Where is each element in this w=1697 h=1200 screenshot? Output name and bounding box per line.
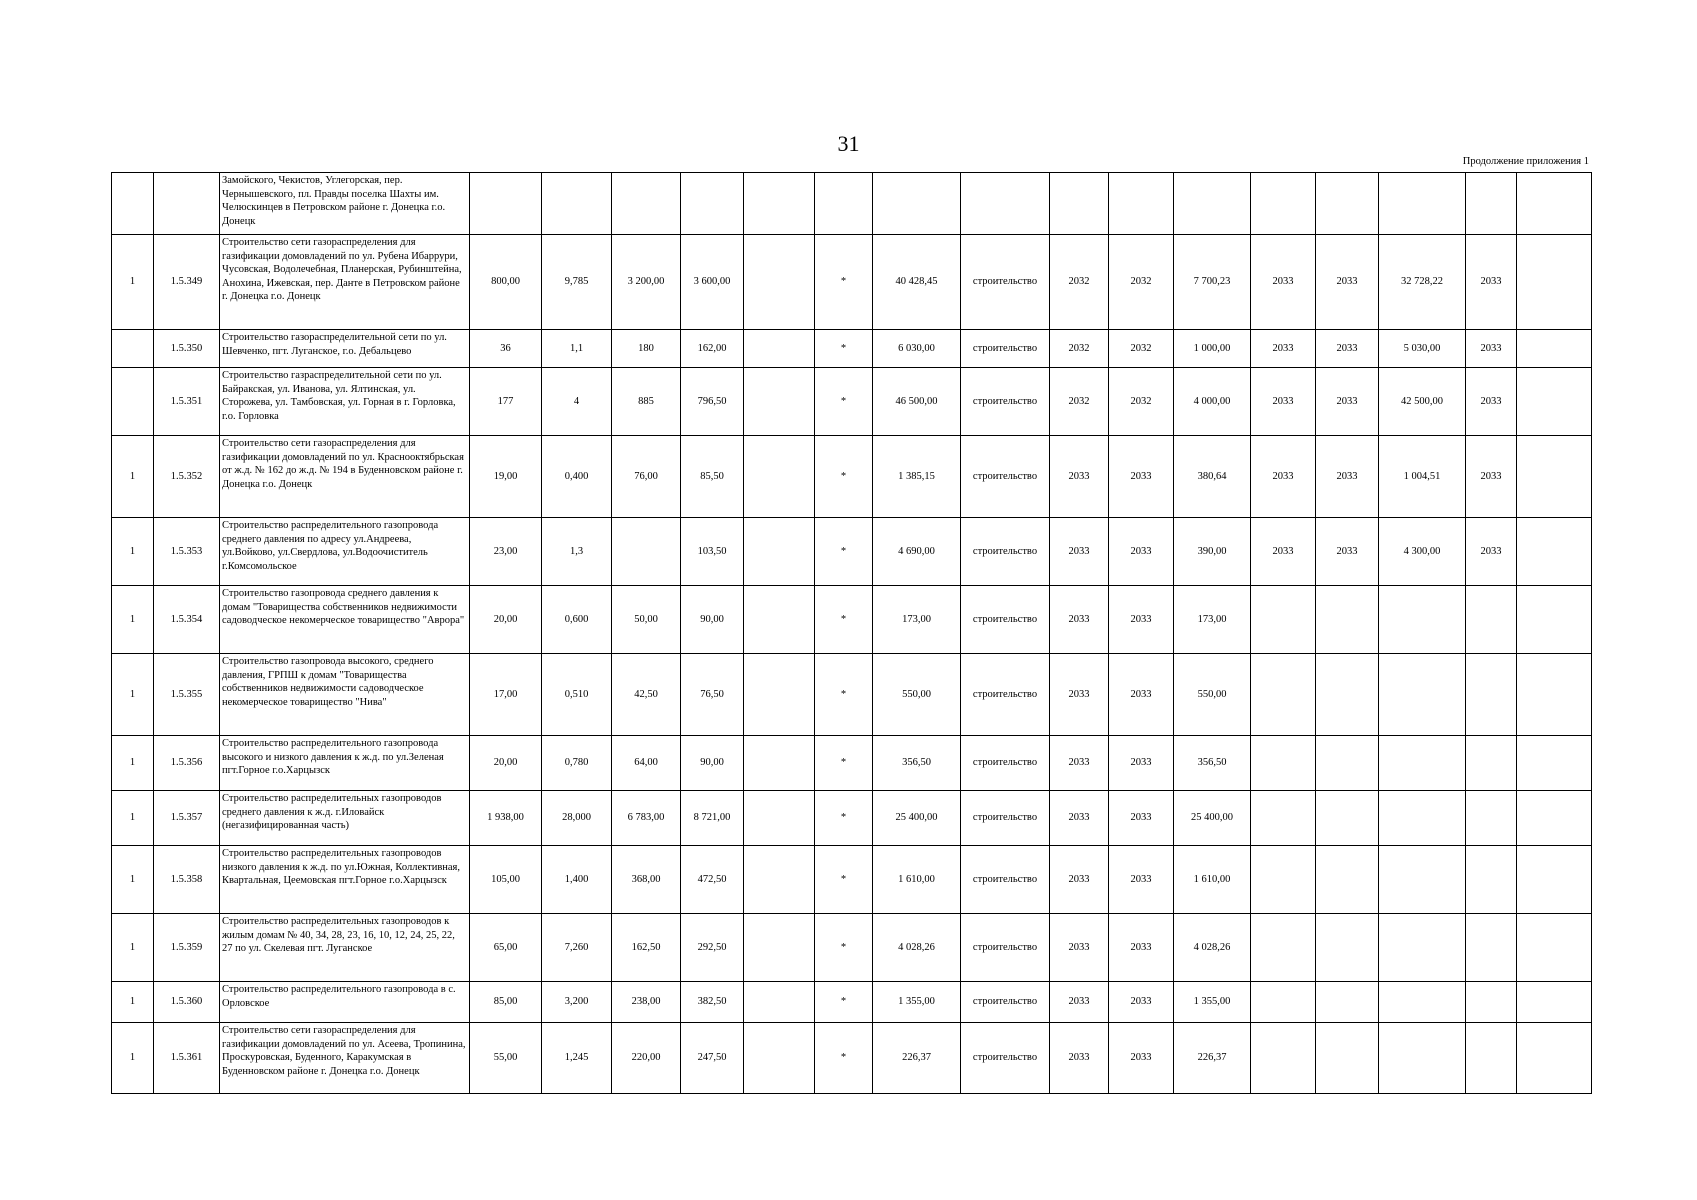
table-cell: 1.5.351 xyxy=(154,368,220,436)
table-cell: 25 400,00 xyxy=(873,791,961,846)
table-cell xyxy=(112,330,154,368)
table-cell xyxy=(1379,846,1466,914)
table-cell: 1.5.356 xyxy=(154,736,220,791)
projects-table xyxy=(111,172,1592,1094)
table-cell: 3 600,00 xyxy=(681,235,744,330)
table-cell: 1 xyxy=(112,235,154,330)
table-cell xyxy=(744,846,815,914)
table-cell: * xyxy=(815,586,873,654)
table-cell: 7 700,23 xyxy=(1174,235,1251,330)
table-cell: 1.5.355 xyxy=(154,654,220,736)
table-cell xyxy=(542,173,612,235)
table-cell: 2033 xyxy=(1316,330,1379,368)
table-row xyxy=(112,235,1592,330)
table-cell xyxy=(1251,846,1316,914)
table-cell: 2032 xyxy=(1109,235,1174,330)
table-cell xyxy=(1517,654,1592,736)
table-cell: 0,780 xyxy=(542,736,612,791)
table-cell xyxy=(1316,736,1379,791)
table-cell: 2033 xyxy=(1251,436,1316,518)
table-cell: 1 xyxy=(112,586,154,654)
table-cell xyxy=(1251,173,1316,235)
description-cell: Строительство газопровода высокого, среднего давления, ГРПШ к домам "Товарищества собственников недвижимости садоводческое некомерческое товарищество "Нива" xyxy=(220,654,470,736)
table-cell xyxy=(1466,1023,1517,1094)
table-cell: 2033 xyxy=(1050,736,1109,791)
table-cell: строительство xyxy=(961,1023,1050,1094)
table-cell: 0,510 xyxy=(542,654,612,736)
table-cell: 220,00 xyxy=(612,1023,681,1094)
table-cell: 17,00 xyxy=(470,654,542,736)
table-cell: 2033 xyxy=(1109,846,1174,914)
table-row xyxy=(112,654,1592,736)
table-cell xyxy=(1517,436,1592,518)
table-cell xyxy=(1316,846,1379,914)
table-cell xyxy=(1050,173,1109,235)
table-cell: 390,00 xyxy=(1174,518,1251,586)
table-cell: 23,00 xyxy=(470,518,542,586)
table-cell xyxy=(873,173,961,235)
table-cell: 32 728,22 xyxy=(1379,235,1466,330)
table-cell: 64,00 xyxy=(612,736,681,791)
table-cell xyxy=(1379,736,1466,791)
table-cell: 2033 xyxy=(1050,436,1109,518)
table-cell: строительство xyxy=(961,586,1050,654)
table-cell: 2033 xyxy=(1466,235,1517,330)
table-row xyxy=(112,330,1592,368)
table-cell xyxy=(744,518,815,586)
table-cell xyxy=(112,173,154,235)
table-cell: 76,00 xyxy=(612,436,681,518)
table-cell: 550,00 xyxy=(1174,654,1251,736)
table-cell xyxy=(112,368,154,436)
table-cell xyxy=(744,586,815,654)
table-cell xyxy=(1379,586,1466,654)
table-cell: 356,50 xyxy=(1174,736,1251,791)
table-cell: 472,50 xyxy=(681,846,744,914)
table-cell: строительство xyxy=(961,330,1050,368)
table-cell: * xyxy=(815,791,873,846)
table-cell xyxy=(1466,736,1517,791)
table-cell xyxy=(1251,1023,1316,1094)
table-cell: 1.5.358 xyxy=(154,846,220,914)
table-cell: 1 xyxy=(112,982,154,1023)
table-cell xyxy=(1517,791,1592,846)
table-cell: 90,00 xyxy=(681,736,744,791)
table-cell xyxy=(1174,173,1251,235)
table-cell: 1.5.353 xyxy=(154,518,220,586)
table-cell: 1 385,15 xyxy=(873,436,961,518)
table-cell: 2033 xyxy=(1251,518,1316,586)
table-cell xyxy=(1316,173,1379,235)
description-cell: Строительство распределительных газопроводов низкого давления к ж.д. по ул.Южная, Коллективная, Квартальная, Цеемовская пгт.Горное г.о.Харцызск xyxy=(220,846,470,914)
table-cell: 368,00 xyxy=(612,846,681,914)
table-cell: 4 690,00 xyxy=(873,518,961,586)
table-cell xyxy=(612,518,681,586)
table-cell: 19,00 xyxy=(470,436,542,518)
table-cell xyxy=(1251,654,1316,736)
table-cell: 1 xyxy=(112,654,154,736)
table-cell: 1.5.349 xyxy=(154,235,220,330)
table-cell: 292,50 xyxy=(681,914,744,982)
table-cell: 1.5.350 xyxy=(154,330,220,368)
table-cell xyxy=(961,173,1050,235)
table-cell xyxy=(744,173,815,235)
table-cell xyxy=(1517,982,1592,1023)
table-cell: строительство xyxy=(961,736,1050,791)
table-cell: 2033 xyxy=(1316,436,1379,518)
table-cell: строительство xyxy=(961,654,1050,736)
table-row xyxy=(112,846,1592,914)
description-cell: Строительство сети газораспределения для газификации домовладений по ул. Рубена Ибаррури, Чусовская, Водолечебная, Планерская, Рубинштейна, Анохина, Ижевская, пер. Данте в Петровском районе г. Донецка г.о. Донецк xyxy=(220,235,470,330)
table-cell: 1.5.359 xyxy=(154,914,220,982)
table-cell xyxy=(744,330,815,368)
description-cell: Строительство газраспределительной сети по ул. Байракская, ул. Иванова, ул. Ялтинская, ул. Сторожева, ул. Тамбовская, ул. Горная в г. Горловка, г.о. Горловка xyxy=(220,368,470,436)
table-cell: 2033 xyxy=(1109,791,1174,846)
table-cell: 2033 xyxy=(1050,846,1109,914)
table-cell: 2032 xyxy=(1050,368,1109,436)
table-cell: 20,00 xyxy=(470,586,542,654)
table-cell: 2033 xyxy=(1109,654,1174,736)
description-cell: Строительство распределительных газопроводов среднего давления к ж.д. г.Иловайск (негазифицированная часть) xyxy=(220,791,470,846)
table-cell xyxy=(1316,914,1379,982)
table-cell: 4 000,00 xyxy=(1174,368,1251,436)
table-cell xyxy=(1466,982,1517,1023)
table-cell: 1,3 xyxy=(542,518,612,586)
page-number: 31 xyxy=(837,131,860,156)
table-cell: 1 610,00 xyxy=(1174,846,1251,914)
continuation-note: Продолжение приложения 1 xyxy=(1462,156,1589,167)
table-cell xyxy=(1517,330,1592,368)
table-cell xyxy=(1109,173,1174,235)
table-cell xyxy=(1379,982,1466,1023)
table-cell: 0,400 xyxy=(542,436,612,518)
table-cell: 2032 xyxy=(1109,330,1174,368)
table-cell xyxy=(1316,791,1379,846)
table-cell xyxy=(1517,173,1592,235)
table-cell: 2033 xyxy=(1316,368,1379,436)
table-cell: 2033 xyxy=(1050,586,1109,654)
table-cell: 3,200 xyxy=(542,982,612,1023)
table-cell: 2033 xyxy=(1251,368,1316,436)
table-row xyxy=(112,436,1592,518)
table-cell: 1 xyxy=(112,914,154,982)
table-cell: строительство xyxy=(961,914,1050,982)
description-cell: Строительство сети газораспределения для газификации домовладений по ул. Асеева, Тропинина, Проскуровская, Буденного, Каракумская в Буденновском районе г. Донецка г.о. Донецк xyxy=(220,1023,470,1094)
table-cell: 6 030,00 xyxy=(873,330,961,368)
table-cell xyxy=(815,173,873,235)
table-cell: 7,260 xyxy=(542,914,612,982)
table-cell xyxy=(1316,982,1379,1023)
table-cell: 2033 xyxy=(1050,654,1109,736)
table-cell: 2033 xyxy=(1251,235,1316,330)
table-cell: 885 xyxy=(612,368,681,436)
table-cell: 2032 xyxy=(1109,368,1174,436)
table-cell: строительство xyxy=(961,368,1050,436)
table-cell xyxy=(1517,736,1592,791)
table-cell: 2033 xyxy=(1050,518,1109,586)
table-cell: 2033 xyxy=(1109,1023,1174,1094)
table-cell xyxy=(1466,173,1517,235)
table-cell: 1 355,00 xyxy=(1174,982,1251,1023)
table-cell xyxy=(1466,914,1517,982)
table-cell: 28,000 xyxy=(542,791,612,846)
table-cell: 180 xyxy=(612,330,681,368)
table-cell xyxy=(1316,586,1379,654)
table-cell: 20,00 xyxy=(470,736,542,791)
table-cell xyxy=(1316,654,1379,736)
table-cell: 173,00 xyxy=(1174,586,1251,654)
table-cell: * xyxy=(815,1023,873,1094)
table-cell: 2033 xyxy=(1050,1023,1109,1094)
table-cell xyxy=(1517,586,1592,654)
table-row xyxy=(112,1023,1592,1094)
description-cell: Строительство газопровода среднего давления к домам "Товарищества собственников недвижимости садоводческое некомерческое товарищество "Аврора" xyxy=(220,586,470,654)
table-row xyxy=(112,736,1592,791)
table-cell: 2033 xyxy=(1316,518,1379,586)
table-row xyxy=(112,914,1592,982)
table-cell xyxy=(1517,368,1592,436)
table-cell: 4 300,00 xyxy=(1379,518,1466,586)
table-cell: 2033 xyxy=(1109,736,1174,791)
table-cell: 42,50 xyxy=(612,654,681,736)
table-cell: 1 xyxy=(112,791,154,846)
table-cell: 1,245 xyxy=(542,1023,612,1094)
table-cell xyxy=(1379,173,1466,235)
table-cell: 2033 xyxy=(1251,330,1316,368)
table-cell: 4 028,26 xyxy=(1174,914,1251,982)
table-cell xyxy=(1251,914,1316,982)
table-row xyxy=(112,982,1592,1023)
table-cell: 4 xyxy=(542,368,612,436)
table-cell: 382,50 xyxy=(681,982,744,1023)
description-cell: Строительство сети газораспределения для газификации домовладений по ул. Краснооктябрьская от ж.д. № 162 до ж.д. № 194 в Буденновском районе г. Донецка г.о. Донецк xyxy=(220,436,470,518)
table-cell xyxy=(154,173,220,235)
table-cell: 40 428,45 xyxy=(873,235,961,330)
table-cell xyxy=(1316,1023,1379,1094)
table-cell: * xyxy=(815,982,873,1023)
table-cell: 173,00 xyxy=(873,586,961,654)
table-cell: строительство xyxy=(961,518,1050,586)
table-cell: 90,00 xyxy=(681,586,744,654)
table-cell: 1.5.357 xyxy=(154,791,220,846)
table-cell: 226,37 xyxy=(1174,1023,1251,1094)
description-cell: Строительство распределительного газопровода высокого и низкого давления к ж.д. по ул.Зеленая пгт.Горное г.о.Харцызск xyxy=(220,736,470,791)
table-cell: 1,1 xyxy=(542,330,612,368)
table-cell: 247,50 xyxy=(681,1023,744,1094)
table-cell xyxy=(1466,586,1517,654)
table-cell: 36 xyxy=(470,330,542,368)
table-cell xyxy=(470,173,542,235)
table-cell: 42 500,00 xyxy=(1379,368,1466,436)
table-cell: * xyxy=(815,518,873,586)
table-cell xyxy=(744,736,815,791)
table-cell: 9,785 xyxy=(542,235,612,330)
table-cell xyxy=(681,173,744,235)
table-cell: * xyxy=(815,654,873,736)
table-cell xyxy=(744,982,815,1023)
table-cell xyxy=(1517,1023,1592,1094)
table-cell: строительство xyxy=(961,982,1050,1023)
table-cell: 8 721,00 xyxy=(681,791,744,846)
table-cell xyxy=(1251,791,1316,846)
table-cell: 5 030,00 xyxy=(1379,330,1466,368)
table-cell: 65,00 xyxy=(470,914,542,982)
table-row xyxy=(112,791,1592,846)
table-cell: 2032 xyxy=(1050,330,1109,368)
table-cell: * xyxy=(815,330,873,368)
table-row xyxy=(112,586,1592,654)
table-cell: 2033 xyxy=(1050,791,1109,846)
table-cell: 1 004,51 xyxy=(1379,436,1466,518)
table-cell: 2033 xyxy=(1316,235,1379,330)
table-cell xyxy=(1466,846,1517,914)
table-cell: 380,64 xyxy=(1174,436,1251,518)
table-cell: 162,50 xyxy=(612,914,681,982)
table-cell: 1 xyxy=(112,518,154,586)
table-cell: 4 028,26 xyxy=(873,914,961,982)
table-cell: * xyxy=(815,846,873,914)
table-cell: 1 938,00 xyxy=(470,791,542,846)
table-cell xyxy=(744,654,815,736)
table-cell: 105,00 xyxy=(470,846,542,914)
table-cell xyxy=(1379,654,1466,736)
table-cell: 177 xyxy=(470,368,542,436)
table-row xyxy=(112,518,1592,586)
table-cell: 2033 xyxy=(1466,436,1517,518)
table-cell: 76,50 xyxy=(681,654,744,736)
table-cell: 2033 xyxy=(1109,518,1174,586)
table-cell: 550,00 xyxy=(873,654,961,736)
table-cell: * xyxy=(815,436,873,518)
table-cell: 2033 xyxy=(1466,368,1517,436)
table-cell xyxy=(1251,586,1316,654)
table-cell: * xyxy=(815,235,873,330)
table-cell: строительство xyxy=(961,436,1050,518)
table-cell: 2033 xyxy=(1466,518,1517,586)
table-cell: 50,00 xyxy=(612,586,681,654)
description-cell: Строительство распределительных газопроводов к жилым домам № 40, 34, 28, 23, 16, 10, 12, 24, 25, 22, 27 по ул. Скелевая пгт. Луганское xyxy=(220,914,470,982)
table-cell: 2033 xyxy=(1466,330,1517,368)
table-cell xyxy=(1379,914,1466,982)
table-cell: * xyxy=(815,736,873,791)
table-cell: 1.5.352 xyxy=(154,436,220,518)
table-row xyxy=(112,173,1592,235)
table-cell: 1 000,00 xyxy=(1174,330,1251,368)
table-cell xyxy=(744,368,815,436)
table-cell: 2033 xyxy=(1109,914,1174,982)
table-cell xyxy=(744,436,815,518)
table-cell xyxy=(744,1023,815,1094)
table-cell: 6 783,00 xyxy=(612,791,681,846)
table-cell: 85,00 xyxy=(470,982,542,1023)
table-cell: 46 500,00 xyxy=(873,368,961,436)
table-cell xyxy=(612,173,681,235)
table-row xyxy=(112,368,1592,436)
description-cell: Строительство распределительного газопровода среднего давления по адресу ул.Андреева, ул.Войково, ул.Свердлова, ул.Водоочиститель г.Комсомольское xyxy=(220,518,470,586)
table-cell: 1 355,00 xyxy=(873,982,961,1023)
table-cell xyxy=(744,914,815,982)
table-cell xyxy=(1517,235,1592,330)
table-cell: 356,50 xyxy=(873,736,961,791)
table-cell: строительство xyxy=(961,235,1050,330)
table-cell: 800,00 xyxy=(470,235,542,330)
table-cell: 1,400 xyxy=(542,846,612,914)
table-cell: 85,50 xyxy=(681,436,744,518)
description-cell: Строительство распределительного газопровода в с. Орловское xyxy=(220,982,470,1023)
table-cell xyxy=(1379,791,1466,846)
table-cell: 2033 xyxy=(1109,586,1174,654)
table-cell: 1 xyxy=(112,1023,154,1094)
table-cell: 2033 xyxy=(1109,982,1174,1023)
table-cell xyxy=(1517,518,1592,586)
table-cell: * xyxy=(815,914,873,982)
table-cell xyxy=(1251,736,1316,791)
description-cell: Строительство газораспределительной сети по ул. Шевченко, пгт. Луганское, г.о. Дебальцево xyxy=(220,330,470,368)
table-cell: 796,50 xyxy=(681,368,744,436)
table-cell: 1 xyxy=(112,736,154,791)
table-cell: строительство xyxy=(961,791,1050,846)
table-cell: 1 xyxy=(112,436,154,518)
table-cell: 2033 xyxy=(1050,914,1109,982)
table-cell: 238,00 xyxy=(612,982,681,1023)
table-cell xyxy=(1517,846,1592,914)
table-cell: 103,50 xyxy=(681,518,744,586)
table-cell xyxy=(1379,1023,1466,1094)
table-cell: * xyxy=(815,368,873,436)
table-cell: 1.5.354 xyxy=(154,586,220,654)
table-cell: 226,37 xyxy=(873,1023,961,1094)
table-cell: 1 610,00 xyxy=(873,846,961,914)
table-cell xyxy=(744,791,815,846)
table-cell: 2032 xyxy=(1050,235,1109,330)
table-cell: 2033 xyxy=(1109,436,1174,518)
table-cell: 1.5.360 xyxy=(154,982,220,1023)
description-cell: Замойского, Чекистов, Углегорская, пер. Чернышевского, пл. Правды поселка Шахты им. Челюскинцев в Петровском районе г. Донецка г.о. Донецк xyxy=(220,173,470,235)
table-cell: 25 400,00 xyxy=(1174,791,1251,846)
table-cell xyxy=(1517,914,1592,982)
table-cell xyxy=(1251,982,1316,1023)
table-cell xyxy=(1466,791,1517,846)
table-cell: строительство xyxy=(961,846,1050,914)
table-cell: 1.5.361 xyxy=(154,1023,220,1094)
table-cell xyxy=(744,235,815,330)
table-cell: 3 200,00 xyxy=(612,235,681,330)
table-cell: 55,00 xyxy=(470,1023,542,1094)
table-cell: 162,00 xyxy=(681,330,744,368)
table-cell xyxy=(1466,654,1517,736)
table-cell: 1 xyxy=(112,846,154,914)
table-cell: 2033 xyxy=(1050,982,1109,1023)
table-cell: 0,600 xyxy=(542,586,612,654)
